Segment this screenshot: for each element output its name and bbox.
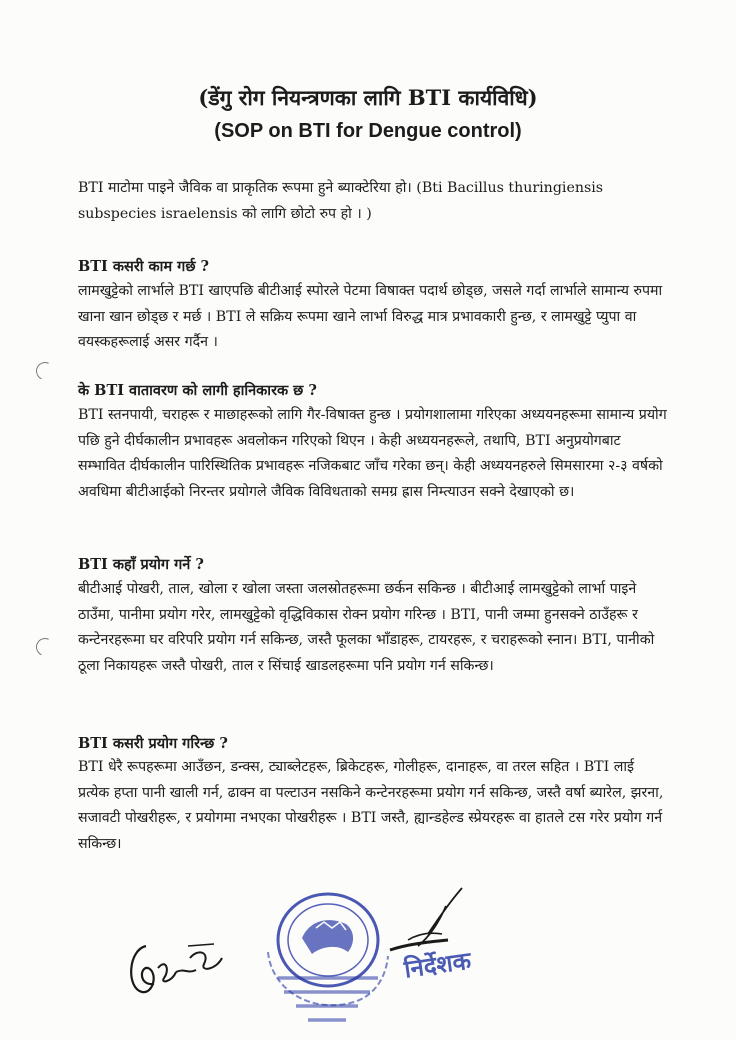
section-heading-environment: के BTI वातावरण को लागी हानिकारक छ ?	[78, 382, 317, 399]
section-body-where-to-use: बीटीआई पोखरी, ताल, खोला र खोला जस्ता जलस्रोतहरूमा छर्कन सकिन्छ । बीटीआई लामखुट्टेको लार्भा पाइने ठाउँमा, पानीमा प्रयोग गरेर, लामखुट्टेको वृद्धिविकास रोक्न प्रयोग गरिन्छ । BTI, पानी जम्मा हुनसक्ने ठाउँहरू र कन्टेनरहरूमा घर वरिपरि प्रयोग गर्न सकिन्छ, जस्तै फूलका भाँडाहरू, टायरहरू, र चराहरूको स्नान। BTI, पानीको ठूला निकायहरू जस्तै पोखरी, ताल र सिंचाई खाडलहरूमा पनि प्रयोग गर्न सकिन्छ।	[78, 581, 655, 674]
section-body-how-it-works: लामखुट्टेको लार्भाले BTI खाएपछि बीटीआई स्पोरले पेटमा विषाक्त पदार्थ छोड्छ, जसले गर्दा लार्भाले सामान्य रुपमा खाना खान छोड्छ र मर्छ । BTI ले सक्रिय रूपमा खाने लार्भा विरुद्ध मात्र प्रभावकारी हुन्छ, र लामखुट्टे प्युपा वा वयस्कहरूलाई असर गर्दैन ।	[78, 283, 663, 351]
section-heading-how-to-use: BTI कसरी प्रयोग गरिन्छ ?	[78, 735, 228, 752]
director-stamp: निर्देशक	[402, 945, 473, 984]
official-seal	[258, 882, 398, 1032]
section-body-how-to-use: BTI धेरै रूपहरूमा आउँछन, डन्क्स, ट्याब्लेटहरू, ब्रिकेटहरू, गोलीहरू, दानाहरू, वा तरल सहित । BTI लाई प्रत्येक हप्ता पानी खाली गर्न, ढाक्न वा पल्टाउन नसकिने कन्टेनरहरूमा प्रयोग गर्न सकिन्छ, जस्तै वर्षा ब्यारेल, झरना, सजावटी पोखरीहरू, र प्रयोगमा नभएका पोखरीहरू । BTI जस्तै, ह्यान्डहेल्ड स्प्रेयरहरू वा हातले टस गरेर प्रयोग गर्न सकिन्छ।	[78, 759, 664, 852]
section-heading-where-to-use: BTI कहाँ प्रयोग गर्ने ?	[78, 556, 204, 573]
document-title-nepali: (डेंगु रोग नियन्त्रणका लागि BTI कार्यविधि)	[198, 85, 538, 110]
section-heading-how-it-works: BTI कसरी काम गर्छ ?	[78, 258, 210, 275]
punch-hole-mark	[33, 635, 56, 658]
intro-paragraph: BTI माटोमा पाइने जैविक वा प्राकृतिक रूपमा हुने ब्याक्टेरिया हो। (Bti Bacillus thuringiensis subspecies israelensis को लागि छोटो रुप हो । )	[78, 180, 604, 222]
signature-left	[118, 928, 238, 1008]
document-title-english: (SOP on BTI for Dengue control)	[214, 120, 522, 142]
punch-hole-mark	[33, 359, 56, 382]
section-body-environment: BTI स्तनपायी, चराहरू र माछाहरूको लागि गैर-विषाक्त हुन्छ । प्रयोगशालामा गरिएका अध्ययनहरूमा सामान्य प्रयोग पछि हुने दीर्घकालीन प्रभावहरू अवलोकन गरिएको थिएन । केही अध्ययनहरूले, तथापि, BTI अनुप्रयोगबाट सम्भावित दीर्घकालीन पारिस्थितिक प्रभावहरू नजिकबाट जाँच गरेका छन्। केही अध्ययनहरुले सिमसारमा २-३ वर्षको अवधिमा बीटीआईको निरन्तर प्रयोगले जैविक विविधताको समग्र ह्रास निम्त्याउन सक्ने देखाएको छ।	[78, 407, 667, 500]
